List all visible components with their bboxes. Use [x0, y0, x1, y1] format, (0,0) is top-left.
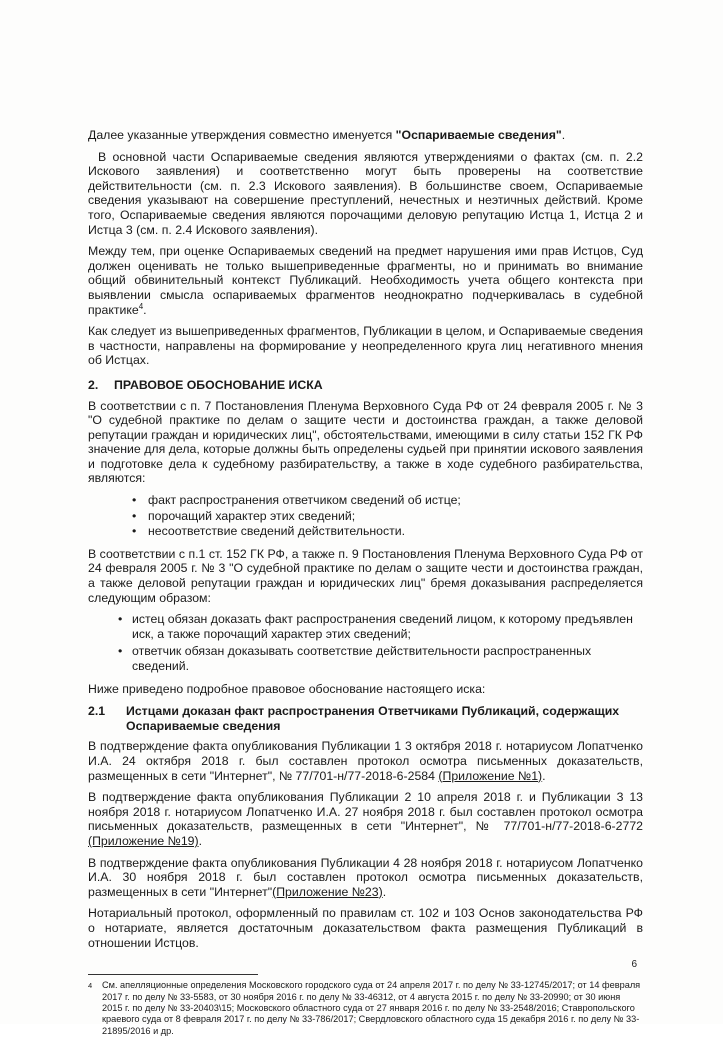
paragraph-text: Между тем, при оценке Оспариваемых сведений на предмет нарушения ими прав Истцов, Суд должен оценивать не только вышеприведенные фрагменты, но и принимать во внимание общий обвинительный контекст Публикаций. Необходимость учета общего контекста при выявлении смысла оспариваемых фрагментов неоднократно подчеркивалась в судебной практике	[88, 244, 643, 317]
section-title: ПРАВОВОЕ ОБОСНОВАНИЕ ИСКА	[114, 377, 323, 392]
list-item	[88, 509, 643, 524]
paragraph-text: В подтверждение факта опубликования Публикации 2 10 апреля 2018 г. и Публикации 3 13 ноября 2018 г. нотариусом Лопатченко И.А. 27 ноября 2018 г. был составлен протокол осмотра письменных доказательств, размещенных в сети "Интернет", № 77/701-н/77-2018-6-2772	[88, 790, 643, 834]
footnote-number: 4	[88, 981, 93, 991]
appendix-link[interactable]: (Приложение №23)	[272, 884, 383, 899]
paragraph-burden-of-proof: В соответствии с п.1 ст. 152 ГК РФ, а также п. 9 Постановления Пленума Верховного Суда РФ от 24 февраля 2005 г. № 3 "О судебной практике по делам о защите чести и достоинства граждан, а также деловой репутации граждан и юридических лиц" бремя доказывания распределяется следующим образом:	[88, 546, 643, 605]
defined-term: "Оспариваемые сведения"	[395, 128, 562, 142]
list-item-text: порочащий характер этих сведений;	[148, 508, 356, 523]
subsection-heading	[88, 704, 643, 733]
paragraph-defined-term	[88, 128, 643, 143]
bullet-icon: •	[132, 524, 137, 539]
appendix-link[interactable]: (Приложение №1)	[438, 768, 543, 783]
paragraph-conclusion: Как следует из вышеприведенных фрагментов, Публикации в целом, и Оспариваемые сведения в частности, направлены на формирование у неопределенного круга лиц негативного мнения об Истцах.	[88, 324, 643, 368]
paragraph-end: .	[382, 884, 387, 899]
list-item-text: факт распространения ответчиком сведений об истце;	[148, 493, 461, 508]
circumstances-list	[88, 493, 643, 539]
footnote-divider	[88, 974, 258, 975]
paragraph-end: .	[198, 833, 203, 848]
section-heading	[88, 378, 643, 393]
list-item	[88, 493, 643, 508]
paragraph-context	[88, 244, 643, 317]
section-number: 2.	[88, 377, 99, 392]
subsection-number: 2.1	[88, 704, 106, 719]
bullet-icon: •	[118, 644, 123, 659]
paragraph-notary-protocol: Нотариальный протокол, оформленный по правилам ст. 102 и 103 Основ законодательства РФ о нотариате, является достаточным доказательством факта размещения Публикаций в отношении Истцов.	[88, 906, 643, 950]
bullet-icon: •	[118, 612, 123, 627]
paragraph-end: .	[542, 768, 546, 783]
list-item-text: ответчик обязан доказывать соответствие действительности распространенных сведений.	[132, 644, 592, 673]
paragraph-publication-2-3	[88, 790, 643, 848]
paragraph-publication-1	[88, 739, 643, 783]
paragraph-main-part: В основной части Оспариваемые сведения являются утверждениями о фактах (см. п. 2.2 Искового заявления) и соответственно могут быть проверены на соответствие действительности (см. п. 2.3 Искового заявления). В большинстве своем, Оспариваемые сведения указывают на совершение преступлений, нечестных и неэтичных действий. Кроме того, Оспариваемые сведения являются порочащими деловую репутацию Истца 1, Истца 2 и Истца 3 (см. п. 2.4 Искового заявления).	[88, 149, 643, 237]
paragraph-end: .	[561, 128, 566, 142]
paragraph-text: В подтверждение факта опубликования Публикации 1 3 октября 2018 г. нотариусом Лопатченко И.А. 24 октября 2018 г. был составлен протокол осмотра письменных доказательств, размещенных в сети "Интернет", № 77/701-н/77-2018-6-2584	[88, 739, 643, 783]
subsection-title: Истцами доказан факт распространения Ответчиками Публикаций, содержащих Оспариваемые сведения	[126, 704, 620, 733]
list-item	[88, 644, 643, 673]
paragraph-intro: Ниже приведено подробное правовое обоснование настоящего иска:	[88, 681, 486, 696]
bullet-icon: •	[132, 508, 137, 523]
paragraph-text: Далее указанные утверждения совместно именуется	[88, 128, 396, 142]
list-item-text: истец обязан доказать факт распространения сведений лицом, к которому предъявлен иск, а также порочащий характер этих сведений;	[132, 612, 633, 641]
list-item	[88, 524, 643, 539]
list-item	[88, 612, 643, 641]
bullet-icon: •	[132, 493, 137, 508]
footnote-reference[interactable]: 4	[138, 301, 144, 311]
paragraph-legal-basis: В соответствии с п. 7 Постановления Пленума Верховного Суда РФ от 24 февраля 2005 г. № 3 "О судебной практике по делам о защите чести и достоинства граждан, а также деловой репутации граждан и юридических лиц", обстоятельствами, имеющими в силу статьи 152 ГК РФ значение для дела, которые должны быть определены судьей при принятии искового заявления и подготовке дела к судебному разбирательству, а также в ходе судебного разбирательства, являются:	[88, 398, 643, 486]
paragraph-publication-4	[88, 856, 643, 900]
paragraph-text: В подтверждение факта опубликования Публикации 4 28 ноября 2018 г. нотариусом Лопатченко И.А. 30 ноября 2018 г. был составлен протокол осмотра письменных доказательств, размещенных в сети "Интернет"	[88, 855, 643, 899]
footnote	[88, 980, 643, 1037]
footnote-text: См. апелляционные определения Московского городского суда от 24 апреля 2017 г. по делу № 33-12745/2017; от 14 февраля 2017 г. по делу № 33-5583, от 30 ноября 2016 г. по делу № 33-46312, от 4 августа 2015 г. по делу № 33-20990; от 30 июня 2015 г. по делу № 33-20403\15; Московского областного суда от 27 января 2016 г. по делу № 33-2548/2016; Ставропольского краевого суда от 8 февраля 2017 г. по делу № 33-786/2017; Свердловского областного суда 15 декабря 2016 г. по делу № 33-21895/2016 и др.	[102, 980, 641, 1036]
paragraph-end: .	[143, 302, 147, 317]
burden-list	[88, 612, 643, 673]
list-item-text: несоответствие сведений действительности.	[148, 524, 406, 539]
page-number: 6	[631, 959, 637, 970]
appendix-link[interactable]: (Приложение №19)	[88, 833, 199, 848]
